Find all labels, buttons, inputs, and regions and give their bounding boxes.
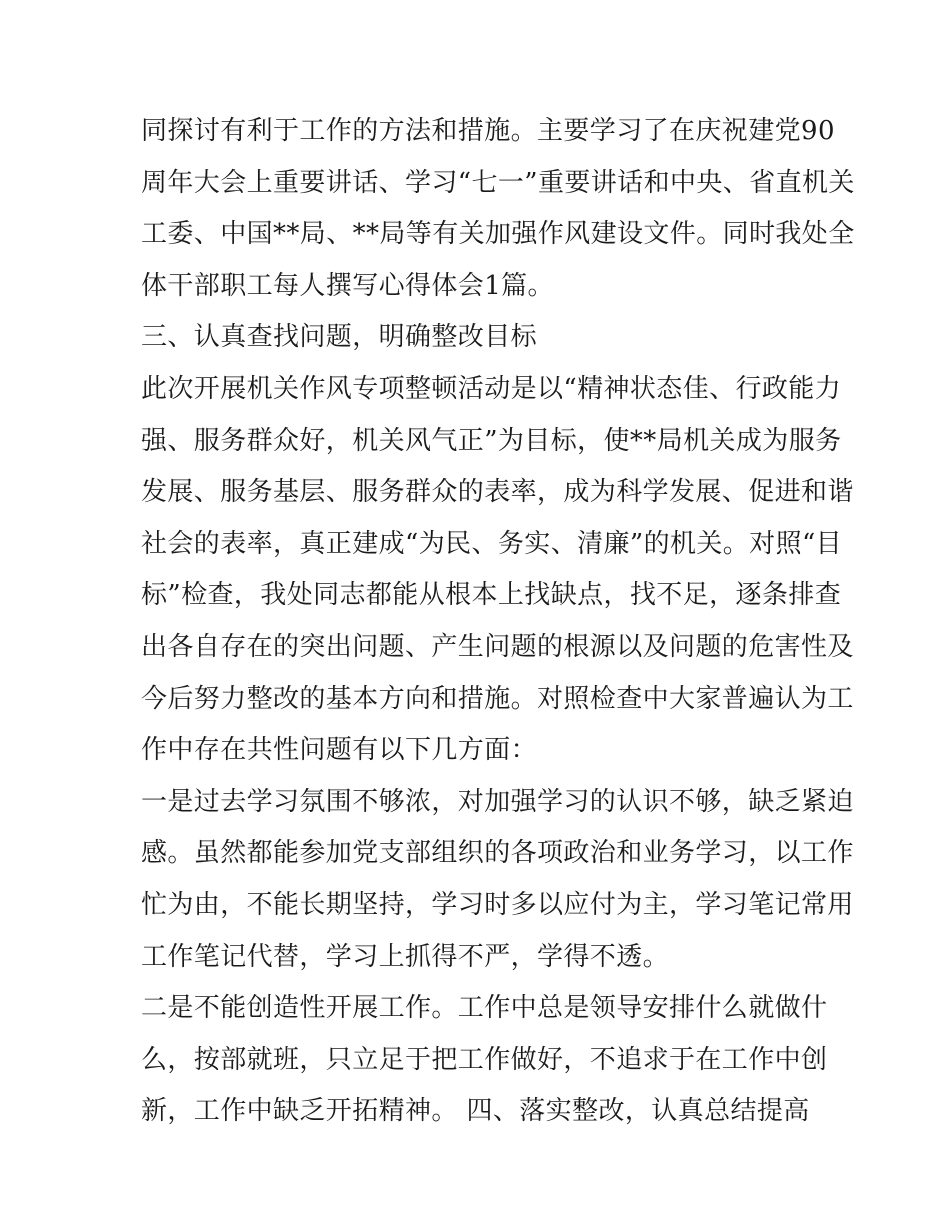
text-line: 二是不能创造性开展工作。工作中总是领导安排什么就做什 <box>141 993 828 1024</box>
text-line: 同探讨有利于工作的方法和措施。主要学习了在庆祝建党90 <box>141 116 835 146</box>
text-line: 工委、中国**局、**局等有关加强作风建设文件。同时我处全 <box>141 219 855 250</box>
text-line: 感。虽然都能参加党支部组织的各项政治和业务学习，以工作 <box>141 838 854 869</box>
text-line: 体干部职工每人撰写心得体会1篇。 <box>141 270 554 301</box>
text-line: 工作笔记代替，学习上抓得不严，学得不透。 <box>141 941 670 972</box>
document-body <box>141 106 855 1138</box>
text-line: 忙为由，不能长期坚持，学习时多以应付为主，学习笔记常用 <box>141 889 854 920</box>
text-line: 作中存在共性问题有以下几方面： <box>141 735 538 766</box>
text-line: 么，按部就班，只立足于把工作做好，不追求于在工作中创 <box>141 1044 828 1075</box>
text-line: 发展、服务基层、服务群众的表率，成为科学发展、促进和谐 <box>141 477 854 508</box>
text-line: 标”检查，我处同志都能从根本上找缺点，找不足，逐条排查 <box>141 580 842 611</box>
text-line: 社会的表率，真正建成“为民、务实、清廉”的机关。对照“目 <box>141 528 843 559</box>
text-line: 新，工作中缺乏开拓精神。 四、落实整改，认真总结提高 <box>141 1096 810 1127</box>
text-line: 出各自存在的突出问题、产生问题的根源以及问题的危害性及 <box>141 631 854 662</box>
text-line: 今后努力整改的基本方向和措施。对照检查中大家普遍认为工 <box>141 683 854 714</box>
text-line: 此次开展机关作风专项整顿活动是以“精神状态佳、行政能力 <box>141 373 842 404</box>
text-line: 周年大会上重要讲话、学习“七一”重要讲话和中央、省直机关 <box>141 167 855 198</box>
text-line: 强、服务群众好，机关风气正”为目标，使**局机关成为服务 <box>141 425 842 456</box>
section-heading: 三、认真查找问题，明确整改目标 <box>141 322 538 353</box>
text-line: 一是过去学习氛围不够浓，对加强学习的认识不够，缺乏紧迫 <box>141 786 854 817</box>
